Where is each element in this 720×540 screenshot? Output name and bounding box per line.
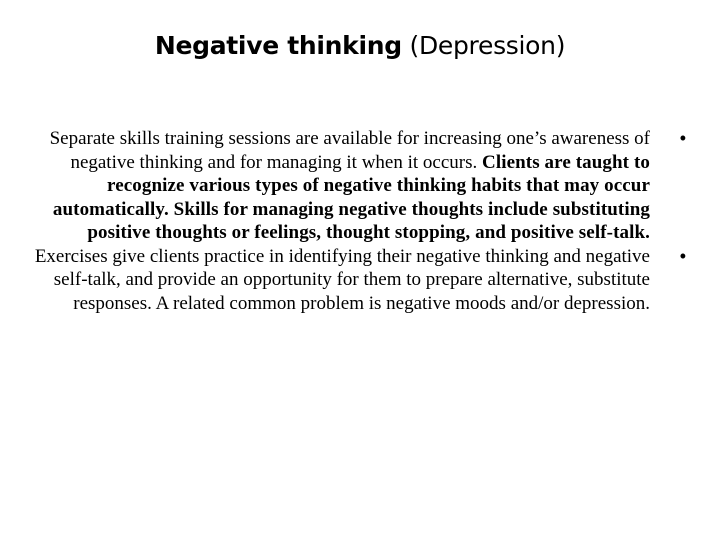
bullet-text: Exercises give clients practice in identifying their negative thinking and negative self-talk, and provide an opportunity for them to prepare alternative, substitute responses. A related common problem is negative moods and/or depression. (34, 245, 650, 314)
bullet-item-skills-training (30, 127, 686, 245)
slide-title (0, 28, 720, 64)
title-qualifier: (Depression) (401, 31, 566, 60)
bullet-item-exercises (30, 245, 686, 316)
bullet-text: Separate skills training sessions are available for increasing one’s awareness of negative thinking and for managing it when it occurs. (49, 128, 650, 173)
bullet-icon: • (679, 245, 686, 266)
bullet-icon: • (679, 128, 686, 148)
bullet-text-bold: Clients are taught to recognize various types of negative thinking habits that may occur automatically. Skills for managing negative thoughts include substituting positive thoughts or feelings, thought stopping, and positive self-talk. (52, 151, 650, 243)
bullet-list (30, 127, 686, 315)
title-main: Negative thinking (154, 31, 402, 60)
